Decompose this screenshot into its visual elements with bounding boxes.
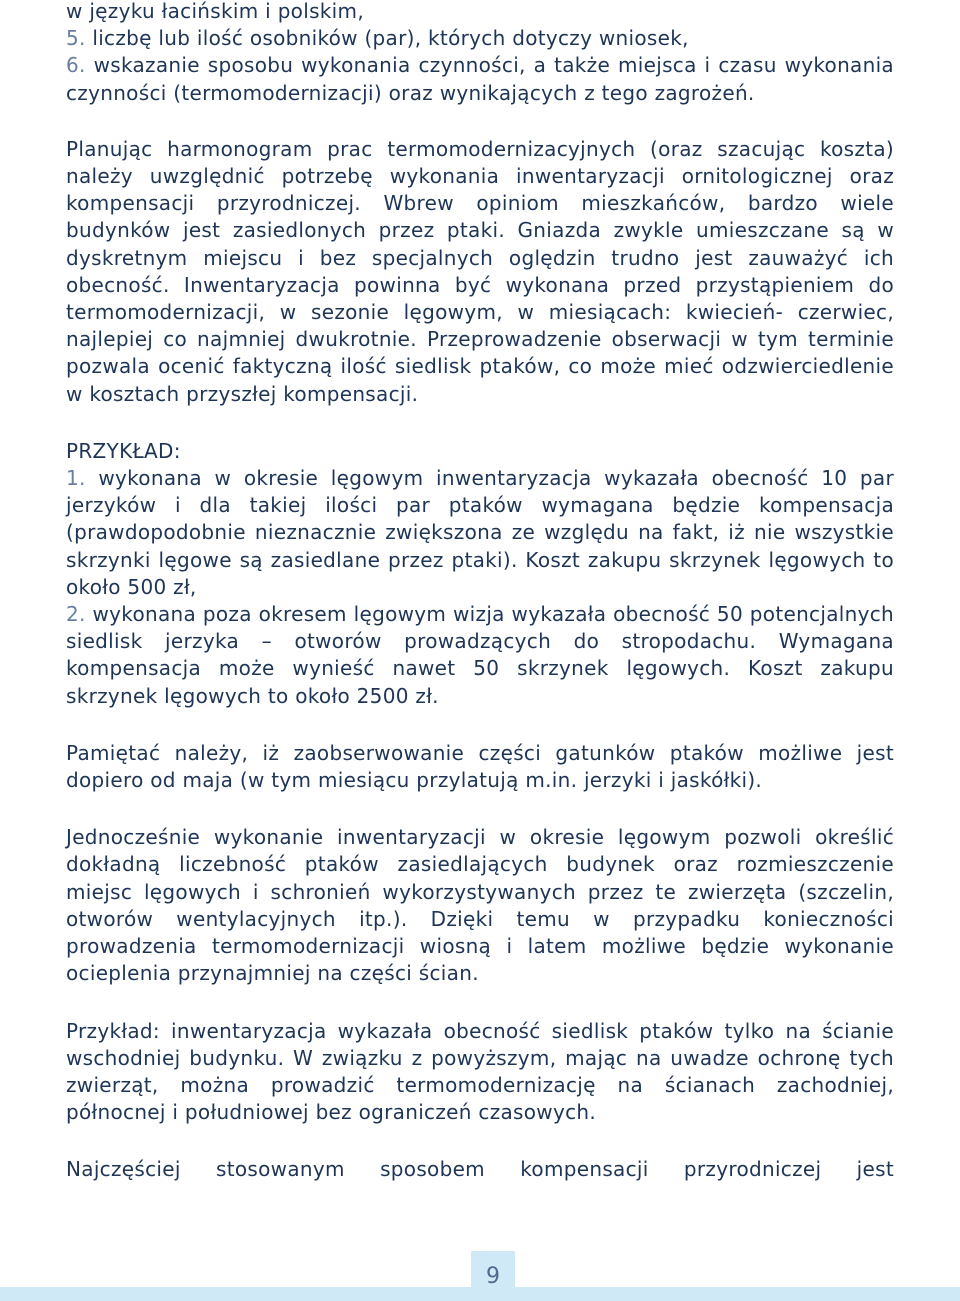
example-item-1	[66, 465, 894, 601]
page-content	[66, 0, 894, 1184]
list-item-6	[66, 52, 894, 106]
page-number: 9	[471, 1251, 515, 1301]
paragraph-schedule: Planując harmonogram prac termomodernizacyjnych (oraz szacując koszta) należy uwzględnić potrzebę wykonania inwentaryzacji ornitologicznej oraz kompensacji przyrodniczej. Wbrew opiniom mieszkańców, bardzo wiele budynków jest zasiedlonych przez ptaki. Gniazda zwykle umieszczane są w dyskretnym miejscu i bez specjalnych oględzin trudno jest zauważyć ich obecność. Inwentaryzacja powinna być wykonana przed przystąpieniem do termomodernizacji, w sezonie lęgowym, w miesiącach: kwiecień- czerwiec, najlepiej co najmniej dwukrotnie. Przeprowadzenie obserwacji w tym terminie pozwala ocenić faktyczną ilość siedlisk ptaków, co może mieć odzwierciedlenie w kosztach przyszłej kompensacji.	[66, 136, 894, 406]
list-text: wskazanie sposobu wykonania czynności, a także miejsca i czasu wykonania czynności (termomodernizacji) oraz wynikających z tego zagrożeń.	[66, 53, 894, 105]
example-item-2	[66, 601, 894, 710]
list-item-5	[66, 25, 894, 52]
list-text: w języku łacińskim i polskim,	[66, 0, 364, 23]
list-number: 5.	[66, 26, 86, 51]
paragraph-last: Najczęściej stosowanym sposobem kompensacji przyrodniczej jest	[66, 1157, 894, 1182]
paragraph-may: Pamiętać należy, iż zaobserwowanie części gatunków ptaków możliwe jest dopiero od maja (w tym miesiącu przylatują m.in. jerzyki i jaskółki).	[66, 740, 894, 793]
example-number: 1.	[66, 466, 86, 491]
list-text: liczbę lub ilość osobników (par), których dotyczy wniosek,	[85, 26, 689, 51]
list-number: 6.	[66, 53, 86, 78]
example-heading: PRZYKŁAD:	[66, 438, 181, 463]
list-item-continuation	[66, 0, 894, 25]
paragraph-example-wall: Przykład: inwentaryzacja wykazała obecność siedlisk ptaków tylko na ścianie wschodniej budynku. W związku z powyższym, mając na uwadze ochronę tych zwierząt, można prowadzić termomodernizację na ścianach zachodniej, północnej i południowej bez ograniczeń czasowych.	[66, 1018, 894, 1125]
example-text: wykonana poza okresem lęgowym wizja wykazała obecność 50 potencjalnych siedlisk jerzyka – otworów prowadzących do stropodachu. Wymagana kompensacja może wynieść nawet 50 skrzynek lęgowych. Koszt zakupu skrzynek lęgowych to około 2500 zł.	[66, 602, 894, 708]
example-number: 2.	[66, 602, 86, 627]
example-text: wykonana w okresie lęgowym inwentaryzacja wykazała obecność 10 par jerzyków i dla takiej ilości par ptaków wymagana będzie kompensacja (prawdopodobnie nieznacznie zwiększona ze względu na fakt, iż nie wszystkie skrzynki lęgowe są zasiedlane przez ptaki). Koszt zakupu skrzynek lęgowych to około 500 zł,	[66, 466, 894, 599]
paragraph-simultaneous: Jednocześnie wykonanie inwentaryzacji w okresie lęgowym pozwoli określić dokładną liczebność ptaków zasiedlających budynek oraz rozmieszczenie miejsc lęgowych i schronień wykorzystywanych przez te zwierzęta (szczelin, otworów wentylacyjnych itp.). Dzięki temu w przypadku konieczności prowadzenia termomodernizacji wiosną i latem możliwe będzie wykonanie ocieplenia przynajmniej na części ścian.	[66, 825, 894, 986]
